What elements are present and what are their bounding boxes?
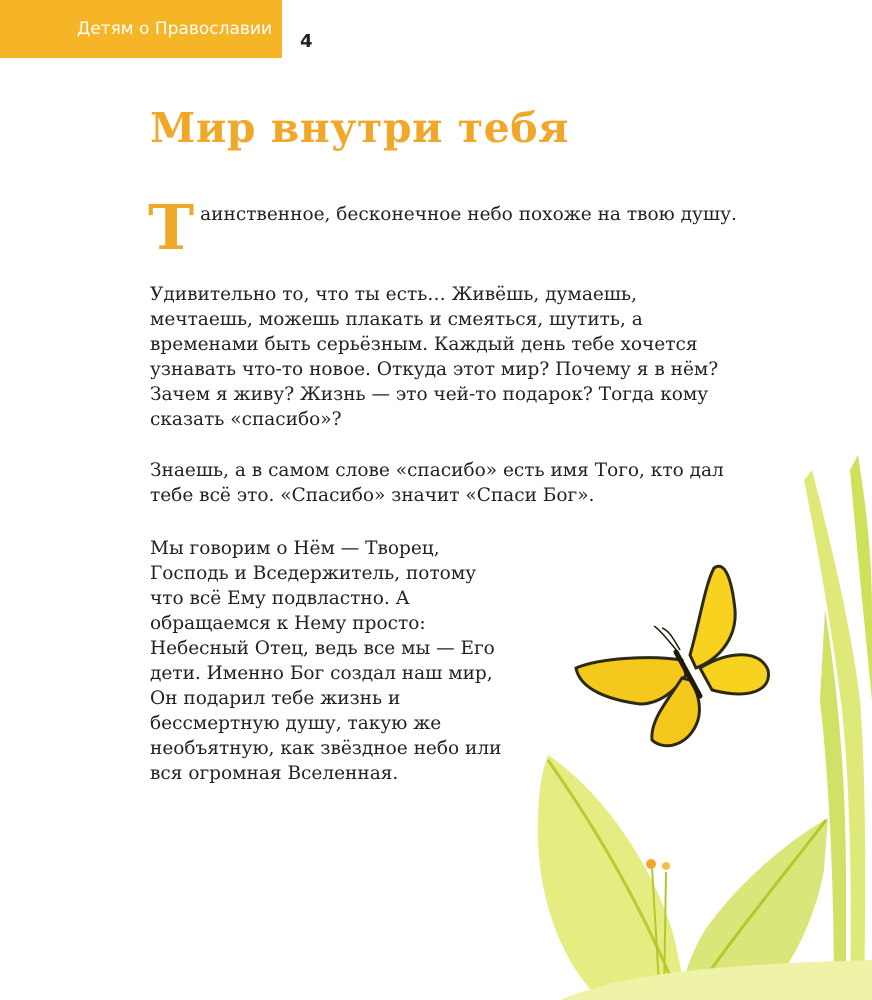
paragraph-4: Мы говорим о Нём — Творец, Господь и Вседержитель, потому что всё Ему подвластно. А обращаемся к Нему просто: Небесный Отец, ведь все мы — Его дети. Именно Бог создал наш мир, Он подарил тебе жизнь и бессмертную душу, такую же необъятную, как звёздное небо или вся огромная Вселенная. — [150, 538, 502, 784]
paragraph-intro-text: аинственное, бесконечное небо похоже на твою душу. — [200, 204, 737, 225]
butterfly-wing — [690, 566, 735, 668]
paragraph-3: Знаешь, а в самом слове «спасибо» есть имя Того, кто дал тебе всё это. «Спасибо» значит «Спаси Бог». — [150, 460, 724, 506]
page-title: Мир внутри тебя — [150, 104, 569, 152]
leaf — [538, 755, 684, 1000]
butterfly-antenna — [654, 626, 680, 652]
flower-bud — [662, 862, 670, 870]
book-title: Детям о Православии — [76, 19, 272, 39]
paragraph-2: Удивительно то, что ты есть… Живёшь, думаешь, мечтаешь, можешь плакать и смеяться, шутить, а временами быть серьёзным. Каждый день тебе хочется узнавать что-то новое. Откуда этот мир? Почему я в нём? Зачем я живу? Жизнь — это чей-то подарок? Тогда кому сказать «спасибо»? — [150, 284, 719, 430]
drop-cap: Т — [148, 191, 195, 264]
butterfly-illustration — [576, 566, 768, 745]
page-number: 4 — [300, 31, 313, 52]
flower-bud — [646, 859, 656, 869]
